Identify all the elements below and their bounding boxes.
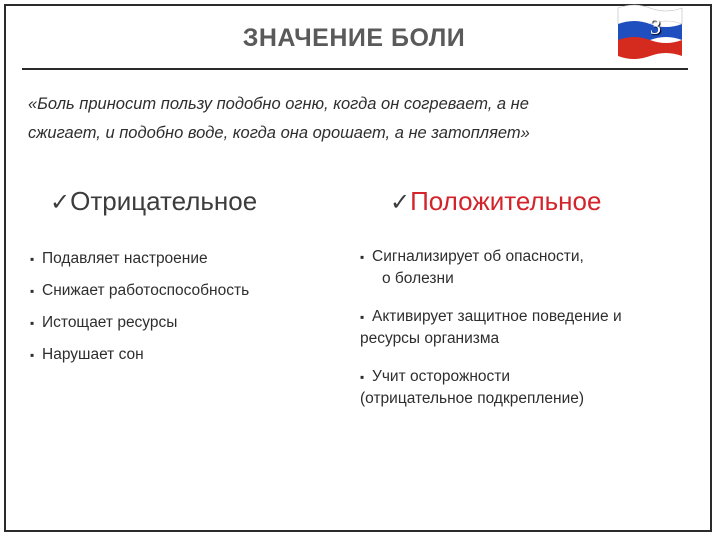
list-item	[360, 246, 700, 290]
list-item	[360, 366, 700, 410]
list-item-line: ▪ Сигнализирует об опасности,	[372, 248, 584, 265]
list-item: ▪ Истощает ресурсы	[30, 312, 350, 334]
positive-list	[360, 246, 700, 426]
list-item-line: ресурсы организма	[360, 330, 500, 347]
positive-heading	[390, 186, 601, 217]
list-item-line: ▪ Учит осторожности	[372, 368, 511, 385]
list-item: ▪ Снижает работоспособность	[30, 280, 350, 302]
title-divider	[22, 68, 688, 70]
quote-line-2: сжигает, и подобно воде, когда она орошает, а не затопляет»	[28, 124, 530, 142]
negative-heading	[50, 186, 257, 217]
list-item: ▪ Подавляет настроение	[30, 248, 350, 270]
list-item-line: о болезни	[382, 270, 454, 287]
list-item-line: ▪ Активирует защитное поведение и	[372, 308, 622, 325]
slide-title: ЗНАЧЕНИЕ БОЛИ	[242, 24, 466, 52]
slide-number: 3	[650, 14, 661, 39]
list-item: ▪ Нарушает сон	[30, 344, 350, 366]
quote	[28, 90, 678, 148]
list-item-line: (отрицательное подкрепление)	[360, 390, 585, 407]
list-item	[360, 306, 700, 350]
positive-heading-label: Положительное	[410, 186, 602, 216]
quote-line-1: «Боль приносит пользу подобно огню, когда он согревает, а не	[28, 95, 529, 113]
check-icon: ✓	[390, 189, 411, 216]
negative-list	[30, 248, 350, 376]
negative-heading-label: Отрицательное	[70, 186, 258, 216]
check-icon: ✓	[50, 189, 71, 216]
